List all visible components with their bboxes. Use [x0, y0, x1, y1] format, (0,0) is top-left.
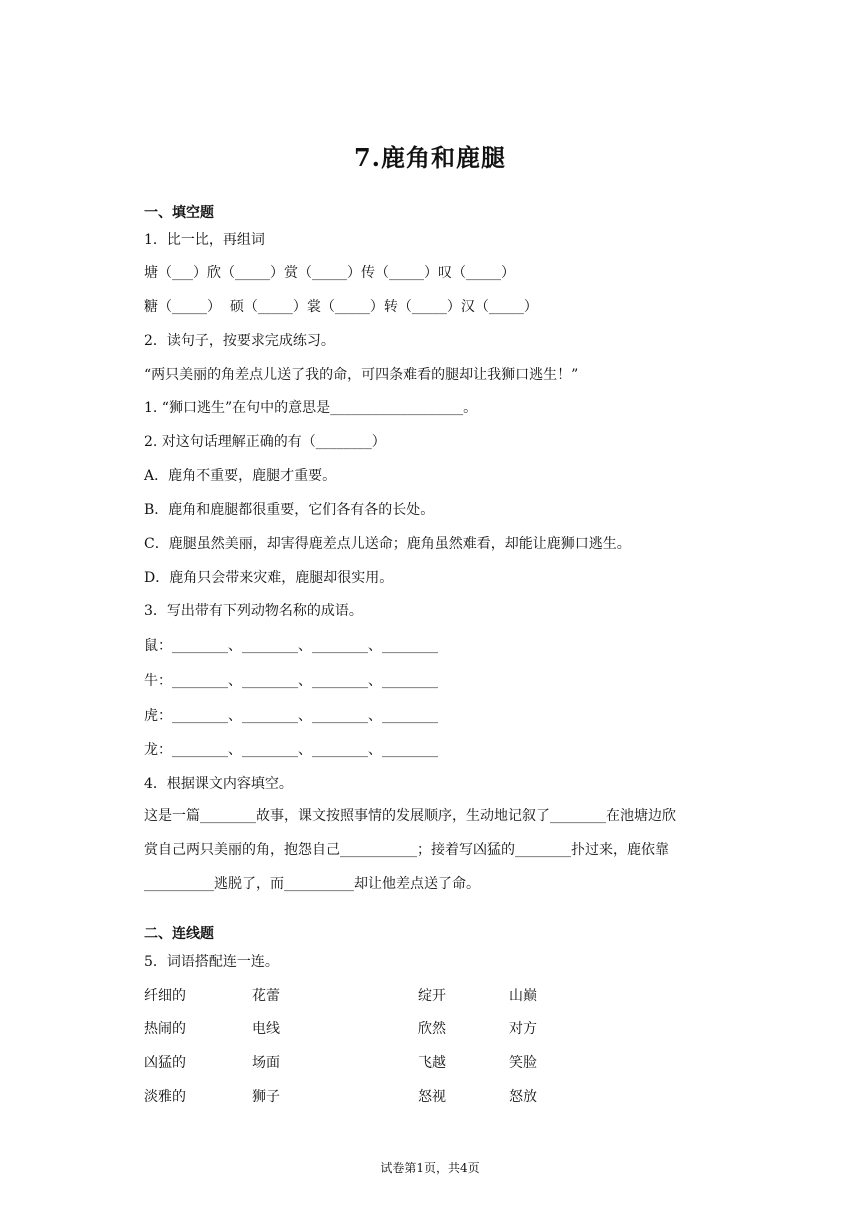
- q2-sub2: 2. 对这句话理解正确的有（________）: [144, 434, 386, 450]
- q5-col3-item: 怒视: [418, 1089, 446, 1105]
- q5-col3-item: 欣然: [418, 1021, 446, 1037]
- q5-col1-item: 热闹的: [144, 1021, 186, 1037]
- q1-row1: 塘（___）欣（_____）赏（_____）传（_____）叹（_____）: [144, 265, 515, 281]
- q2-option-d: D．鹿角只会带来灾难，鹿腿却很实用。: [144, 570, 394, 586]
- q2-option-c: C．鹿腿虽然美丽，却害得鹿差点儿送命；鹿角虽然难看，却能让鹿狮口逃生。: [144, 536, 631, 552]
- page-footer: 试卷第1页，共4页: [380, 1161, 480, 1175]
- q5-col4-item: 对方: [509, 1021, 537, 1037]
- q5-col3-item: 飞越: [418, 1055, 446, 1071]
- q2-option-a: A．鹿角不重要，鹿腿才重要。: [144, 468, 337, 484]
- q5-col3-item: 绽开: [418, 988, 446, 1004]
- q5-col1-item: 凶猛的: [144, 1055, 186, 1071]
- section-matching-heading: 二、连线题: [144, 926, 214, 942]
- q3-row-tiger: 虎：________、________、________、________: [144, 708, 438, 724]
- q2-sub1: 1. “狮口逃生”在句中的意思是___________________。: [144, 400, 478, 416]
- q3-row-dragon: 龙：________、________、________、________: [144, 742, 438, 758]
- q2-quote: “两只美丽的角差点儿送了我的命，可四条难看的腿却让我狮口逃生！”: [144, 367, 579, 383]
- page-title: 7.鹿角和鹿腿: [353, 143, 507, 172]
- q2-option-b: B．鹿角和鹿腿都很重要，它们各有各的长处。: [144, 502, 435, 518]
- section-fill-blank-heading: 一、填空题: [144, 205, 214, 221]
- q3-row-mouse: 鼠：________、________、________、________: [144, 638, 438, 654]
- q5-stem: 5．词语搭配连一连。: [144, 954, 279, 970]
- q5-col2-item: 花蕾: [252, 988, 280, 1004]
- q3-row-ox: 牛：________、________、________、________: [144, 673, 438, 689]
- q1-stem: 1．比一比，再组词: [144, 232, 265, 248]
- q5-col4-item: 山巅: [509, 988, 537, 1004]
- q5-col4-item: 笑脸: [509, 1055, 537, 1071]
- q5-col4-item: 怒放: [509, 1089, 537, 1105]
- q4-line1: 这是一篇________故事，课文按照事情的发展顺序，生动地记叙了________在池塘边欣: [144, 808, 676, 824]
- q5-col1-item: 淡雅的: [144, 1089, 186, 1105]
- q5-col2-item: 场面: [252, 1055, 280, 1071]
- q3-stem: 3．写出带有下列动物名称的成语。: [144, 603, 363, 619]
- q1-row2: 糖（_____） 硕（_____）裳（_____）转（_____）汉（_____）: [144, 299, 538, 315]
- q5-col1-item: 纤细的: [144, 988, 186, 1004]
- q4-line2: 赏自己两只美丽的角，抱怨自己___________；接着写凶猛的________扑过来，鹿依靠: [144, 842, 669, 858]
- q5-col2-item: 电线: [252, 1021, 280, 1037]
- q2-stem: 2．读句子，按要求完成练习。: [144, 333, 335, 349]
- q4-stem: 4．根据课文内容填空。: [144, 776, 293, 792]
- q4-line3: __________逃脱了，而__________却让他差点送了命。: [144, 876, 480, 892]
- q5-col2-item: 狮子: [252, 1089, 280, 1105]
